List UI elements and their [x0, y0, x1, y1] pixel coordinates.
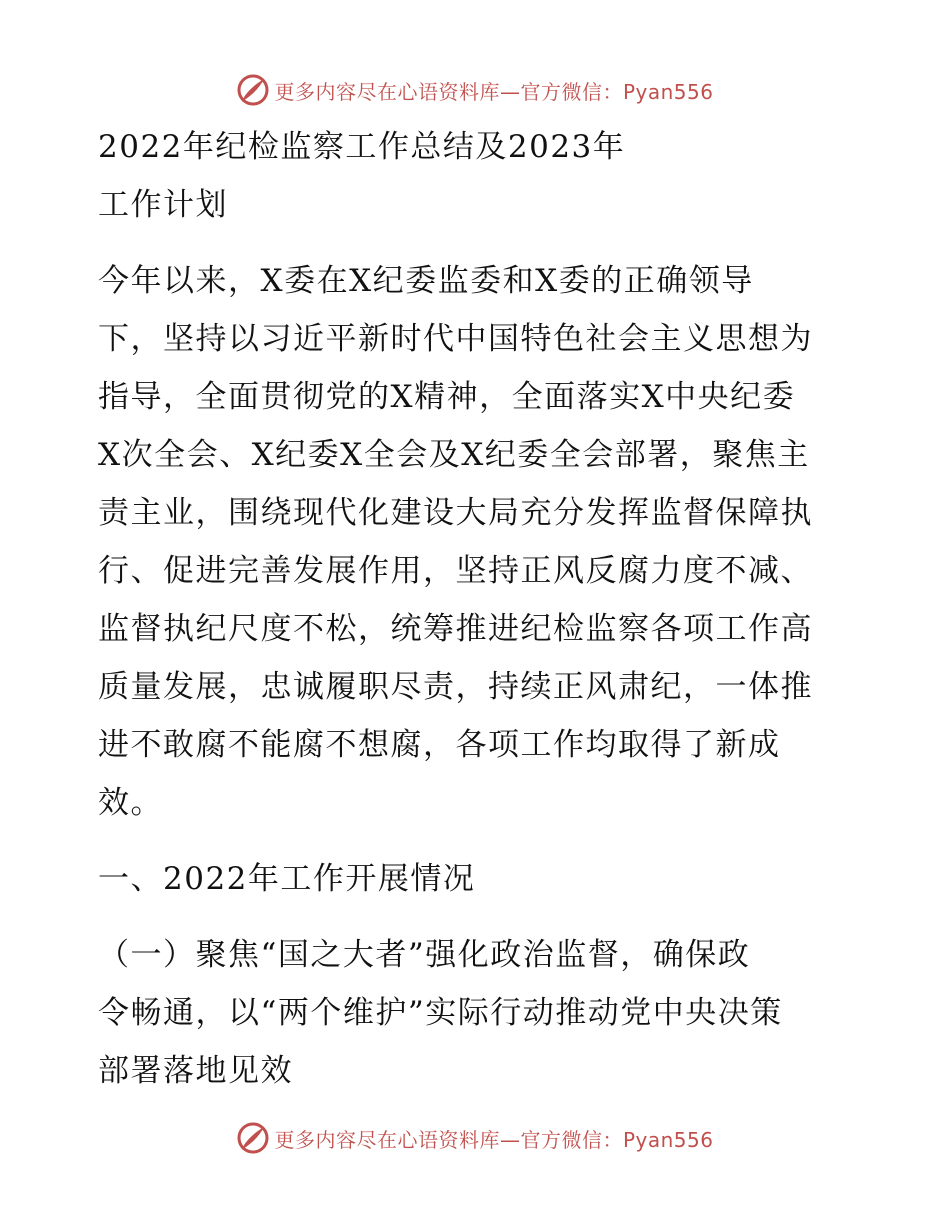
- paragraph-line: 下，坚持以习近平新时代中国特色社会主义思想为: [98, 321, 813, 357]
- section-heading: 一、2022年工作开展情况: [98, 861, 476, 897]
- subsection-heading-line: 部署落地见效: [98, 1053, 293, 1089]
- subsection-heading-line: （一）聚焦“国之大者”强化政治监督，确保政: [98, 937, 751, 973]
- paragraph-line: 效。: [98, 785, 163, 821]
- paragraph-line: 今年以来，X委在X纪委监委和X委的正确领导: [98, 263, 754, 299]
- paragraph-line: 指导，全面贯彻党的X精神，全面落实X中央纪委: [98, 379, 796, 415]
- watermark-header: [0, 70, 950, 110]
- paragraph-line: 监督执纪尺度不松，统筹推进纪检监察各项工作高: [98, 611, 813, 647]
- document-title-line-2: 工作计划: [98, 187, 228, 223]
- quill-logo-icon: [236, 1121, 270, 1155]
- watermark-text: 更多内容尽在心语资料库—官方微信：Pyan556: [274, 1127, 714, 1152]
- watermark-footer: [0, 1118, 950, 1158]
- document-title-line-1: 2022年纪检监察工作总结及2023年: [98, 129, 626, 165]
- document-body: [98, 118, 858, 1100]
- subsection-heading-line: 令畅通，以“两个维护”实际行动推动党中央决策: [98, 995, 783, 1031]
- paragraph-line: 进不敢腐不能腐不想腐，各项工作均取得了新成: [98, 727, 781, 763]
- paragraph-line: X次全会、X纪委X全会及X纪委全会部署，聚焦主: [98, 437, 810, 473]
- paragraph-line: 责主业，围绕现代化建设大局充分发挥监督保障执: [98, 495, 813, 531]
- watermark-text: 更多内容尽在心语资料库—官方微信：Pyan556: [274, 79, 714, 104]
- quill-logo-icon: [236, 73, 270, 107]
- paragraph-line: 质量发展，忠诚履职尽责，持续正风肃纪，一体推: [98, 669, 813, 705]
- paragraph-line: 行、促进完善发展作用，坚持正风反腐力度不减、: [98, 553, 813, 589]
